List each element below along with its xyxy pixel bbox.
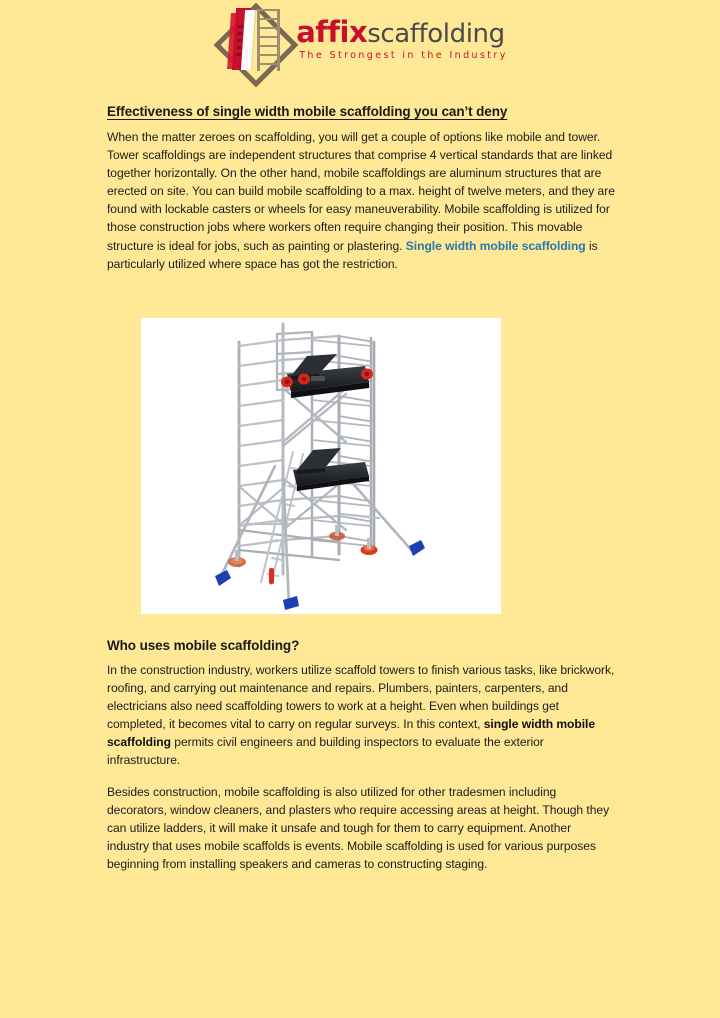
single-width-mobile-scaffolding-bold: single width mobile scaffolding bbox=[107, 717, 596, 750]
page-title: Effectiveness of single width mobile scaffolding you can’t deny bbox=[107, 104, 508, 119]
paragraph-intro bbox=[107, 128, 615, 273]
brand-name-secondary: scaffolding bbox=[367, 18, 505, 49]
brand-text-lockup bbox=[296, 14, 508, 63]
paragraph-who-uses bbox=[107, 661, 615, 770]
article-content bbox=[107, 104, 615, 286]
scaffolding-tower-figure bbox=[141, 318, 501, 614]
scaffolding-tower-illustration bbox=[141, 318, 501, 614]
article-content-lower bbox=[107, 638, 615, 886]
paragraph-intro-part-1: When the matter zeroes on scaffolding, you will get a couple of options like mobile and tower. Tower scaffoldings are independent structures that comprise 4 vertical standards that are linked together horizontally. On the other hand, mobile scaffoldings are aluminum structures that are erected on site. You can build mobile scaffolding to a max. height of twelve meters, and they are found with lockable casters or wheels for easy maneuverability. Mobile scaffolding is utilized for those construction jobs where workers often require changing their position. This movable structure is ideal for jobs, such as painting or plastering. bbox=[107, 130, 615, 253]
affix-logo-icon bbox=[212, 3, 290, 77]
diamond-frame-icon bbox=[214, 3, 299, 88]
brand-name-primary: affix bbox=[296, 14, 368, 49]
paragraph-who-uses-part-2: permits civil engineers and building inspectors to evaluate the exterior infrastructure. bbox=[107, 735, 544, 768]
ladder-icon bbox=[257, 9, 280, 71]
page-header bbox=[0, 0, 720, 80]
brand-wordmark bbox=[296, 14, 505, 49]
brand-tagline: The Strongest in the Industry bbox=[299, 49, 508, 61]
section-heading-who-uses: Who uses mobile scaffolding? bbox=[107, 638, 300, 653]
paragraph-intro-part-2: is particularly utilized where space has got the restriction. bbox=[107, 238, 598, 271]
paragraph-who-uses-part-1: In the construction industry, workers utilize scaffold towers to finish various tasks, like brickwork, roofing, and carrying out maintenance and repairs. Plumbers, painters, carpenters, and electricians also need scaffolding towers to work at a height. Even when buildings get completed, it becomes vital to carry on regular surveys. In this context, bbox=[107, 663, 615, 732]
paragraph-other-trades: Besides construction, mobile scaffolding is also utilized for other tradesmen including decorators, window cleaners, and plasters who require accessing areas at height. Though they can utilize ladders, it will make it unsafe and tough for them to carry equipment. Another industry that uses mobile scaffolds is events. Mobile scaffolding is used for various purposes beginning from installing speakers and cameras to constructing staging. bbox=[107, 784, 610, 871]
single-width-mobile-scaffolding-link[interactable]: Single width mobile scaffolding bbox=[405, 238, 586, 253]
brand-logo[interactable] bbox=[212, 3, 508, 77]
